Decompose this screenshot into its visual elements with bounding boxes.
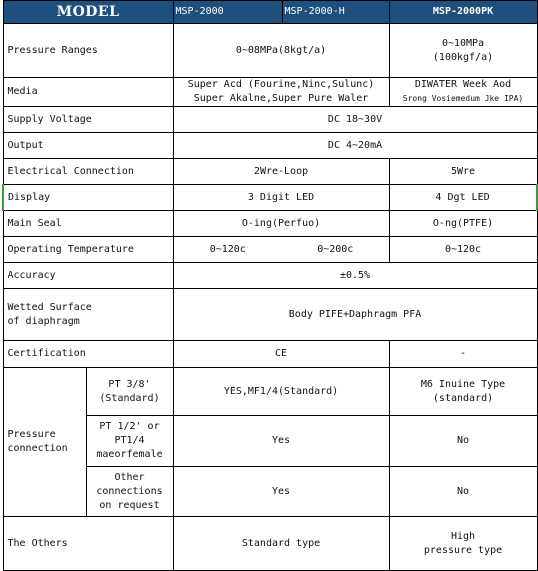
value-the-others-pk-line1: High — [450, 530, 476, 542]
label-pt12 — [86, 416, 173, 467]
row-operating-temperature — [3, 237, 537, 263]
label-other-connections-line2: connections — [96, 485, 163, 497]
value-pt38-pk-line1: M6 Inuine Type — [420, 378, 506, 390]
model-header: MODEL — [3, 1, 173, 24]
value-media-std-line1: Super Acd (Fourine,Ninc,Sulunc) — [187, 79, 375, 90]
label-display: Display — [3, 185, 173, 211]
label-pressure-ranges: Pressure Ranges — [3, 24, 173, 78]
label-the-others: The Others — [3, 517, 173, 571]
row-wetted-surface — [3, 289, 537, 341]
row-pressure-connection-pt38 — [3, 368, 537, 416]
value-media-std-line2: Super Akalne,Super Pure Waler — [193, 93, 369, 104]
value-main-seal-std: O-ing(Perfuo) — [173, 211, 389, 237]
label-other-connections — [86, 467, 173, 517]
label-pressure-connection-line2: connection — [7, 443, 68, 454]
label-electrical-connection: Electrical Connection — [3, 159, 173, 185]
value-media-pk-line1: DIWATER Week Aod — [414, 79, 512, 90]
value-operating-temperature-msp-2000: 0~120c — [173, 237, 282, 263]
row-accuracy — [3, 263, 537, 289]
value-the-others-pk — [389, 517, 537, 571]
row-media — [3, 78, 537, 107]
value-pressure-ranges-pk-line2: (100kgf/a) — [432, 51, 494, 63]
value-certification-pk: - — [389, 341, 537, 368]
label-pt12-line1: PT 1/2' or — [99, 421, 160, 432]
value-supply-voltage: DC 18~30V — [173, 107, 537, 133]
header-row — [3, 1, 537, 24]
value-pressure-ranges-pk — [389, 24, 537, 78]
value-wetted-surface: Body PIFE+Daphragm PFA — [173, 289, 537, 341]
row-certification — [3, 341, 537, 368]
row-main-seal — [3, 211, 537, 237]
label-other-connections-line3: on request — [99, 499, 160, 511]
value-pressure-ranges-std: 0~08MPa(8kgt/a) — [173, 24, 389, 78]
row-the-others — [3, 517, 537, 571]
label-pt38-line1: PT 3/8' — [108, 378, 151, 390]
model-col-msp-2000pk: MSP-2000PK — [389, 1, 537, 24]
value-pt38-pk-line2: (standard) — [432, 392, 494, 404]
value-accuracy: ±0.5% — [173, 263, 537, 289]
value-pressure-ranges-pk-line1: 0~10MPa — [441, 37, 485, 49]
model-col-msp-2000-h: MSP-2000-H — [282, 1, 389, 24]
label-main-seal: Main Seal — [3, 211, 173, 237]
row-output — [3, 133, 537, 159]
label-wetted-surface-line2: of diaphragm — [7, 315, 80, 327]
value-media-std — [173, 78, 389, 107]
value-pt38-std: YES,MF1/4(Standard) — [173, 368, 389, 416]
row-electrical-connection — [3, 159, 537, 185]
value-pt38-pk — [389, 368, 537, 416]
label-pressure-connection-line1: Pressure — [7, 429, 56, 440]
value-main-seal-pk: O-ng(PTFE) — [389, 211, 537, 237]
value-display-std: 3 Digit LED — [173, 185, 389, 211]
value-pt12-std: Yes — [173, 416, 389, 467]
model-col-msp-2000: MSP-2000 — [173, 1, 282, 24]
value-media-pk — [389, 78, 537, 107]
value-the-others-pk-line2: pressure type — [423, 544, 503, 556]
label-accuracy: Accuracy — [3, 263, 173, 289]
label-pt38 — [86, 368, 173, 416]
row-display — [3, 185, 537, 211]
spec-table — [2, 0, 538, 571]
value-output: DC 4~20mA — [173, 133, 537, 159]
value-operating-temperature-msp-2000-h: 0~200c — [282, 237, 389, 263]
label-operating-temperature: Operating Temperature — [3, 237, 173, 263]
label-output: Output — [3, 133, 173, 159]
label-other-connections-line1: Other — [114, 471, 145, 483]
row-supply-voltage — [3, 107, 537, 133]
label-wetted-surface — [3, 289, 173, 341]
value-electrical-connection-std: 2Wre-Loop — [173, 159, 389, 185]
value-other-connections-pk: No — [389, 467, 537, 517]
label-media: Media — [3, 78, 173, 107]
value-electrical-connection-pk: 5Wre — [389, 159, 537, 185]
value-display-pk: 4 Dgt LED — [389, 185, 537, 211]
value-the-others-std: Standard type — [173, 517, 389, 571]
label-pressure-connection — [3, 368, 86, 517]
row-pressure-ranges — [3, 24, 537, 78]
label-pt38-line2: (Standard) — [99, 392, 160, 404]
value-pt12-pk: No — [389, 416, 537, 467]
value-certification-std: CE — [173, 341, 389, 368]
value-media-pk-line2: Srong Vosiemedum Jke IPA) — [402, 94, 524, 103]
label-pt12-line3: maeorfemale — [96, 449, 163, 460]
label-pt12-line2: PT1/4 — [114, 435, 145, 446]
label-certification: Certification — [3, 341, 173, 368]
label-supply-voltage: Supply Voltage — [3, 107, 173, 133]
label-wetted-surface-line1: Wetted Surface — [7, 301, 92, 313]
value-operating-temperature-pk: 0~120c — [389, 237, 537, 263]
value-other-connections-std: Yes — [173, 467, 389, 517]
